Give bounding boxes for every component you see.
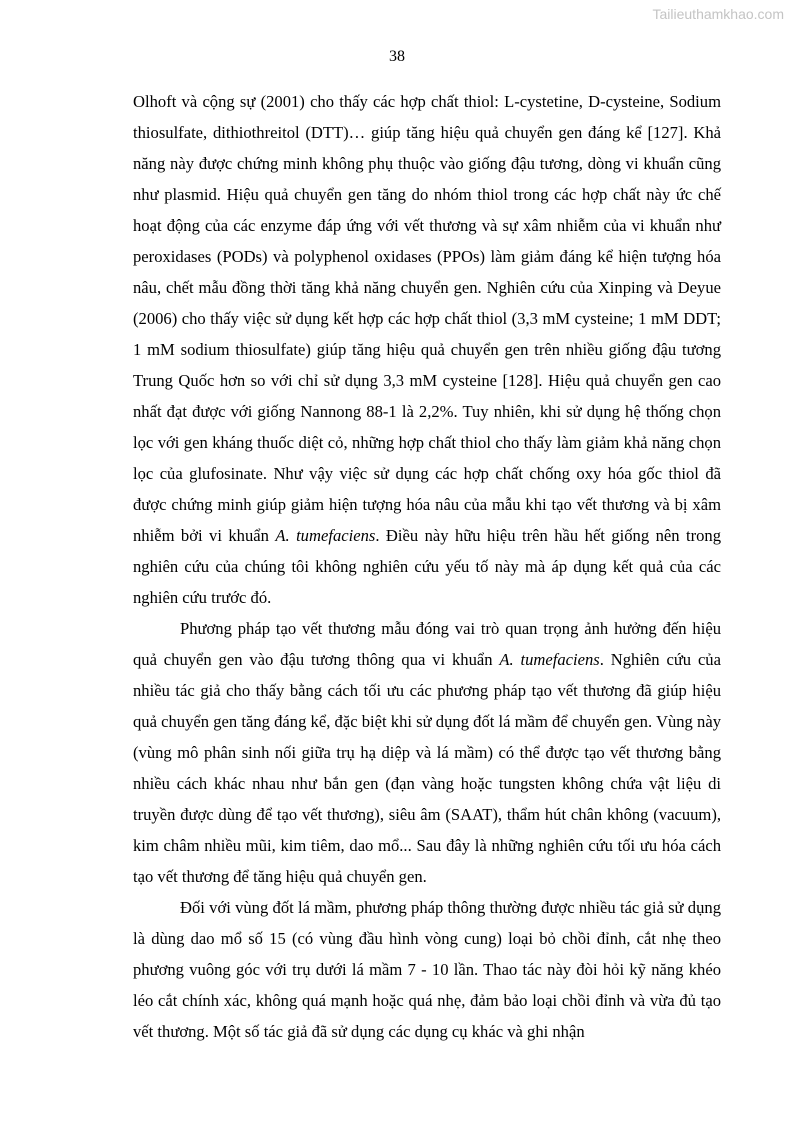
page-number: 38 <box>389 48 405 65</box>
text-segment: Olhoft và cộng sự (2001) cho thấy các hợp chất thiol: L-cystetine, D-cysteine, Sodium thiosulfate, dithiothreitol (DTT)… giúp tăng hiệu quả chuyển gen đáng kể [127]. Khả năng này được chứng minh không phụ thuộc vào giống đậu tương, dòng vi khuẩn cũng như plasmid. Hiệu quả chuyển gen tăng do nhóm thiol trong các hợp chất này ức chế hoạt động của các enzyme đáp ứng với vết thương và sự xâm nhiễm của vi khuẩn như peroxidases (PODs) và polyphenol oxidases (PPOs) làm giảm đáng kể hiện tượng hóa nâu, chết mẫu đồng thời tăng khả năng chuyển gen. Nghiên cứu của Xinping và Deyue (2006) cho thấy việc sử dụng kết hợp các hợp chất thiol (3,3 mM cysteine; 1 mM DDT; 1 mM sodium thiosulfate) giúp tăng hiệu quả chuyển gen trên nhiều giống đậu tương Trung Quốc hơn so với chỉ sử dụng 3,3 mM cysteine [128]. Hiệu quả chuyển gen cao nhất đạt được với giống Nannong 88-1 là 2,2%. Tuy nhiên, khi sử dụng hệ thống chọn lọc với gen kháng thuốc diệt cỏ, những hợp chất thiol cho thấy làm giảm khả năng chọn lọc của glufosinate. Như vậy việc sử dụng các hợp chất chống oxy hóa gốc thiol đã được chứng minh giúp giảm hiện tượng hóa nâu của mẫu khi tạo vết thương và bị xâm nhiễm bởi vi khuẩn <box>133 92 721 545</box>
paragraph-2 <box>133 613 721 892</box>
text-segment: . Điều này hữu hiệu trên hầu hết giống nên trong nghiên cứu của chúng tôi không nghiên cứu yếu tố này mà áp dụng kết quả của các nghiên cứu trước đó. <box>133 526 721 607</box>
watermark: Tailieuthamkhao.com <box>652 6 784 22</box>
paragraph-1 <box>133 86 721 613</box>
paragraph-3 <box>133 892 721 1047</box>
species-name: A. tumefaciens <box>275 526 376 545</box>
species-name: A. tumefaciens <box>499 650 600 669</box>
body-text <box>133 86 721 1047</box>
text-segment: . Nghiên cứu của nhiều tác giả cho thấy bằng cách tối ưu các phương pháp tạo vết thương đã giúp hiệu quả chuyển gen tăng đáng kể, đặc biệt khi sử dụng đốt lá mầm để chuyển gen. Vùng này (vùng mô phân sinh nối giữa trụ hạ diệp và lá mầm) có thể được tạo vết thương bằng nhiều cách khác nhau như bắn gen (đạn vàng hoặc tungsten không chứa vật liệu di truyền được dùng để tạo vết thương), siêu âm (SAAT), thẩm hút chân không (vacuum), kim châm nhiều mũi, kim tiêm, dao mổ... Sau đây là những nghiên cứu tối ưu hóa cách tạo vết thương để tăng hiệu quả chuyển gen. <box>133 650 721 886</box>
text-segment: Phương pháp tạo vết thương mẫu đóng vai trò quan trọng ảnh hưởng đến hiệu quả chuyển gen vào đậu tương thông qua vi khuẩn <box>133 619 721 669</box>
text-segment: Đối với vùng đốt lá mầm, phương pháp thông thường được nhiều tác giả sử dụng là dùng dao mổ số 15 (có vùng đầu hình vòng cung) loại bỏ chồi đỉnh, cắt nhẹ theo phương vuông góc với trụ dưới lá mầm 7 - 10 lần. Thao tác này đòi hỏi kỹ năng khéo léo cắt chính xác, không quá mạnh hoặc quá nhẹ, đảm bảo loại chồi đỉnh và vừa đủ tạo vết thương. Một số tác giả đã sử dụng các dụng cụ khác và ghi nhận <box>133 898 721 1041</box>
